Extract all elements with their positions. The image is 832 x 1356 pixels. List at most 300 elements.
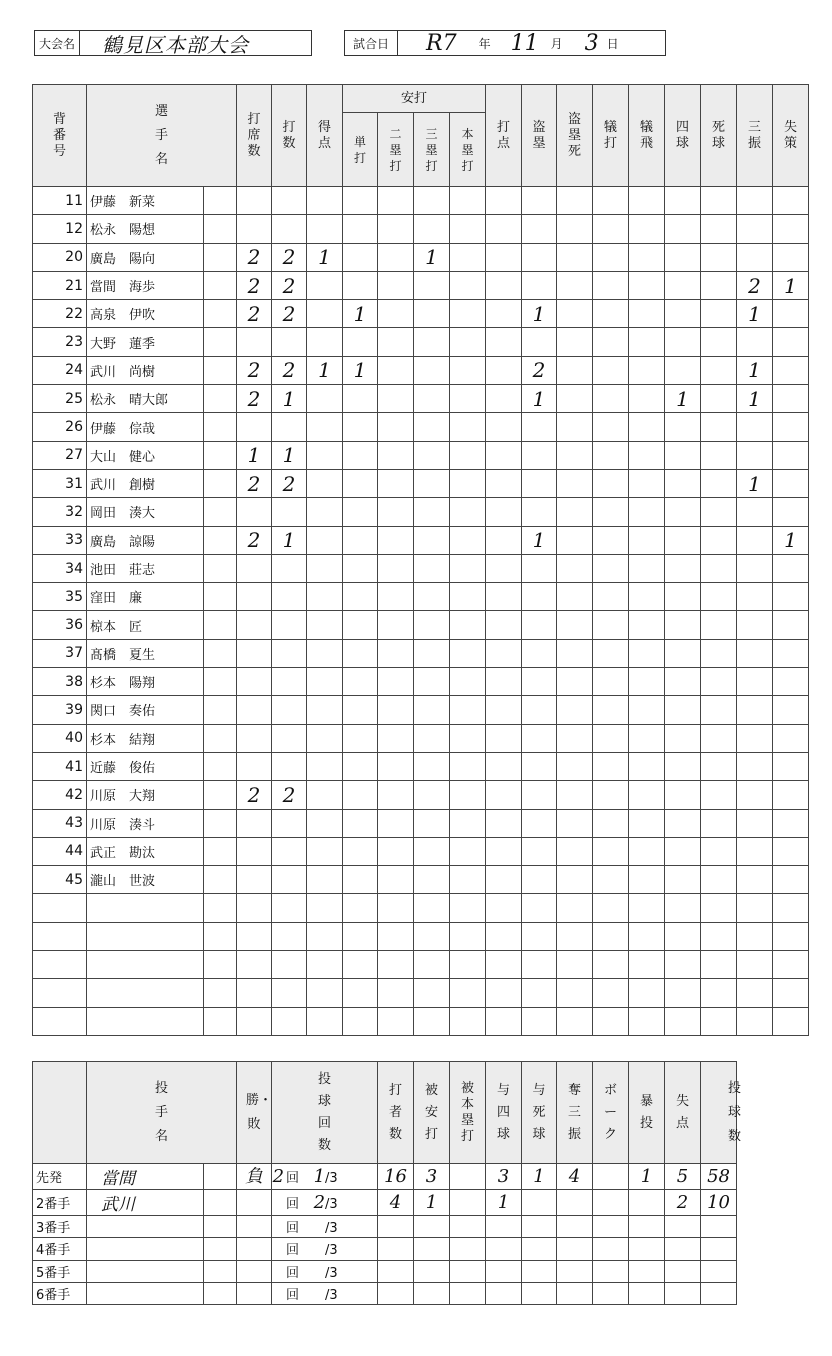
blank-cell[interactable]: [450, 979, 486, 1007]
stat-so[interactable]: [737, 441, 773, 469]
stat-hbp[interactable]: [701, 328, 737, 356]
stat-sac[interactable]: [593, 469, 629, 497]
stat-hbp[interactable]: [701, 498, 737, 526]
stat-bb[interactable]: [665, 215, 701, 243]
blank-cell[interactable]: [307, 922, 343, 950]
stat-rbi[interactable]: [486, 300, 522, 328]
stat-sac[interactable]: [593, 752, 629, 780]
pitch-stat-np[interactable]: [701, 1238, 737, 1260]
blank-cell[interactable]: [343, 979, 378, 1007]
stat-bb[interactable]: [665, 554, 701, 582]
stat-so[interactable]: [737, 413, 773, 441]
stat-r[interactable]: [307, 724, 343, 752]
stat-h1[interactable]: [343, 554, 378, 582]
stat-h2[interactable]: [378, 215, 414, 243]
pitch-stat-bf[interactable]: 16: [378, 1164, 414, 1190]
stat-so[interactable]: 1: [737, 469, 773, 497]
stat-h2[interactable]: [378, 356, 414, 384]
pitch-stat-so[interactable]: [557, 1216, 593, 1238]
stat-bb[interactable]: [665, 498, 701, 526]
stat-cs[interactable]: [557, 781, 593, 809]
stat-rbi[interactable]: [486, 696, 522, 724]
win-loss[interactable]: 負: [237, 1164, 272, 1190]
blank-cell[interactable]: [237, 951, 272, 979]
stat-cs[interactable]: [557, 668, 593, 696]
pitch-stat-bb[interactable]: 1: [486, 1190, 522, 1216]
stat-h3[interactable]: [414, 866, 450, 894]
stat-h1[interactable]: [343, 441, 378, 469]
pitch-stat-hbp[interactable]: [522, 1260, 557, 1282]
stat-bb[interactable]: [665, 837, 701, 865]
stat-h2[interactable]: [378, 271, 414, 299]
stat-rbi[interactable]: [486, 526, 522, 554]
stat-hbp[interactable]: [701, 413, 737, 441]
stat-r[interactable]: [307, 781, 343, 809]
stat-pa[interactable]: [237, 866, 272, 894]
stat-sb[interactable]: [522, 328, 557, 356]
stat-sb[interactable]: [522, 441, 557, 469]
stat-sf[interactable]: [629, 469, 665, 497]
stat-rbi[interactable]: [486, 639, 522, 667]
stat-bb[interactable]: [665, 328, 701, 356]
stat-sb[interactable]: [522, 866, 557, 894]
stat-so[interactable]: [737, 243, 773, 271]
stat-sb[interactable]: [522, 781, 557, 809]
stat-sb[interactable]: [522, 724, 557, 752]
stat-bb[interactable]: [665, 271, 701, 299]
stat-h2[interactable]: [378, 441, 414, 469]
stat-pa[interactable]: [237, 837, 272, 865]
stat-h1[interactable]: [343, 668, 378, 696]
stat-ab[interactable]: [272, 187, 307, 215]
blank-cell[interactable]: [629, 894, 665, 922]
stat-ab[interactable]: [272, 583, 307, 611]
stat-cs[interactable]: [557, 752, 593, 780]
stat-h3[interactable]: [414, 583, 450, 611]
stat-hbp[interactable]: [701, 554, 737, 582]
stat-hr[interactable]: [450, 215, 486, 243]
stat-rbi[interactable]: [486, 187, 522, 215]
stat-hbp[interactable]: [701, 356, 737, 384]
stat-h2[interactable]: [378, 385, 414, 413]
stat-rbi[interactable]: [486, 469, 522, 497]
stat-so[interactable]: [737, 526, 773, 554]
stat-ab[interactable]: [272, 639, 307, 667]
stat-sf[interactable]: [629, 243, 665, 271]
pitch-stat-r[interactable]: [665, 1216, 701, 1238]
stat-hr[interactable]: [450, 583, 486, 611]
stat-r[interactable]: [307, 526, 343, 554]
blank-cell[interactable]: [272, 951, 307, 979]
blank-cell[interactable]: [33, 951, 87, 979]
stat-sb[interactable]: [522, 752, 557, 780]
blank-cell[interactable]: [593, 1007, 629, 1035]
pitch-stat-wp[interactable]: [629, 1260, 665, 1282]
blank-cell[interactable]: [522, 922, 557, 950]
stat-bb[interactable]: [665, 752, 701, 780]
blank-cell[interactable]: [450, 894, 486, 922]
stat-h3[interactable]: [414, 526, 450, 554]
pitch-stat-bb[interactable]: [486, 1216, 522, 1238]
stat-sb[interactable]: [522, 639, 557, 667]
pitch-stat-wp[interactable]: [629, 1190, 665, 1216]
stat-cs[interactable]: [557, 611, 593, 639]
stat-ab[interactable]: 2: [272, 300, 307, 328]
stat-e[interactable]: [773, 611, 809, 639]
stat-pa[interactable]: [237, 752, 272, 780]
stat-bb[interactable]: [665, 300, 701, 328]
stat-ab[interactable]: [272, 498, 307, 526]
pitch-stat-wp[interactable]: [629, 1282, 665, 1304]
blank-cell[interactable]: [701, 1007, 737, 1035]
stat-e[interactable]: [773, 413, 809, 441]
stat-r[interactable]: [307, 469, 343, 497]
stat-so[interactable]: [737, 187, 773, 215]
blank-cell[interactable]: [237, 979, 272, 1007]
stat-hr[interactable]: [450, 781, 486, 809]
stat-sac[interactable]: [593, 413, 629, 441]
stat-hbp[interactable]: [701, 724, 737, 752]
stat-hr[interactable]: [450, 837, 486, 865]
blank-cell[interactable]: [414, 979, 450, 1007]
stat-r[interactable]: [307, 809, 343, 837]
blank-cell[interactable]: [272, 894, 307, 922]
stat-hr[interactable]: [450, 187, 486, 215]
pitcher-name[interactable]: [87, 1260, 204, 1282]
pitcher-name[interactable]: [87, 1282, 204, 1304]
stat-pa[interactable]: [237, 668, 272, 696]
blank-cell[interactable]: [307, 951, 343, 979]
stat-e[interactable]: [773, 243, 809, 271]
date-era[interactable]: R7: [426, 30, 457, 56]
blank-cell[interactable]: [701, 951, 737, 979]
pitch-stat-h[interactable]: [414, 1260, 450, 1282]
stat-sb[interactable]: [522, 583, 557, 611]
stat-so[interactable]: [737, 611, 773, 639]
stat-h1[interactable]: 1: [343, 356, 378, 384]
stat-pa[interactable]: 2: [237, 300, 272, 328]
stat-ab[interactable]: 1: [272, 385, 307, 413]
win-loss[interactable]: [237, 1282, 272, 1304]
stat-hbp[interactable]: [701, 583, 737, 611]
stat-sac[interactable]: [593, 724, 629, 752]
stat-r[interactable]: [307, 441, 343, 469]
stat-sf[interactable]: [629, 356, 665, 384]
stat-bb[interactable]: [665, 866, 701, 894]
stat-bb[interactable]: [665, 611, 701, 639]
stat-rbi[interactable]: [486, 413, 522, 441]
blank-cell[interactable]: [701, 922, 737, 950]
blank-cell[interactable]: [557, 1007, 593, 1035]
stat-h2[interactable]: [378, 583, 414, 611]
stat-sac[interactable]: [593, 696, 629, 724]
blank-cell[interactable]: [557, 951, 593, 979]
blank-cell[interactable]: [307, 1007, 343, 1035]
pitch-stat-balk[interactable]: [593, 1190, 629, 1216]
stat-rbi[interactable]: [486, 611, 522, 639]
stat-hbp[interactable]: [701, 809, 737, 837]
stat-so[interactable]: [737, 554, 773, 582]
stat-hbp[interactable]: [701, 243, 737, 271]
pitcher-name[interactable]: 武川: [87, 1190, 204, 1216]
stat-pa[interactable]: 1: [237, 441, 272, 469]
stat-sf[interactable]: [629, 328, 665, 356]
stat-e[interactable]: [773, 696, 809, 724]
stat-e[interactable]: 1: [773, 271, 809, 299]
stat-ab[interactable]: 2: [272, 356, 307, 384]
stat-e[interactable]: [773, 639, 809, 667]
stat-r[interactable]: [307, 639, 343, 667]
blank-cell[interactable]: [87, 951, 204, 979]
blank-cell[interactable]: [237, 1007, 272, 1035]
stat-h2[interactable]: [378, 526, 414, 554]
stat-h1[interactable]: [343, 413, 378, 441]
stat-hr[interactable]: [450, 271, 486, 299]
blank-cell[interactable]: [307, 979, 343, 1007]
stat-h2[interactable]: [378, 243, 414, 271]
stat-hbp[interactable]: [701, 469, 737, 497]
stat-sb[interactable]: [522, 498, 557, 526]
stat-bb[interactable]: [665, 583, 701, 611]
stat-hbp[interactable]: [701, 300, 737, 328]
blank-cell[interactable]: [593, 951, 629, 979]
innings-cell[interactable]: [272, 1190, 378, 1216]
stat-ab[interactable]: [272, 809, 307, 837]
stat-h3[interactable]: [414, 328, 450, 356]
blank-cell[interactable]: [272, 922, 307, 950]
blank-cell[interactable]: [737, 951, 773, 979]
stat-sb[interactable]: [522, 809, 557, 837]
stat-h2[interactable]: [378, 866, 414, 894]
stat-sf[interactable]: [629, 752, 665, 780]
pitch-stat-so[interactable]: [557, 1282, 593, 1304]
stat-h2[interactable]: [378, 611, 414, 639]
stat-sac[interactable]: [593, 441, 629, 469]
stat-h1[interactable]: 1: [343, 300, 378, 328]
stat-h2[interactable]: [378, 809, 414, 837]
blank-cell[interactable]: [522, 1007, 557, 1035]
stat-pa[interactable]: 2: [237, 271, 272, 299]
stat-cs[interactable]: [557, 328, 593, 356]
stat-h2[interactable]: [378, 300, 414, 328]
blank-cell[interactable]: [378, 894, 414, 922]
stat-r[interactable]: [307, 300, 343, 328]
win-loss[interactable]: [237, 1260, 272, 1282]
stat-rbi[interactable]: [486, 385, 522, 413]
stat-so[interactable]: [737, 724, 773, 752]
stat-ab[interactable]: 1: [272, 441, 307, 469]
blank-cell[interactable]: [33, 894, 87, 922]
stat-h3[interactable]: [414, 611, 450, 639]
stat-hr[interactable]: [450, 809, 486, 837]
stat-h1[interactable]: [343, 215, 378, 243]
stat-h3[interactable]: [414, 413, 450, 441]
stat-hr[interactable]: [450, 441, 486, 469]
blank-cell[interactable]: [522, 979, 557, 1007]
stat-cs[interactable]: [557, 385, 593, 413]
stat-sac[interactable]: [593, 243, 629, 271]
stat-h3[interactable]: [414, 639, 450, 667]
stat-h3[interactable]: [414, 752, 450, 780]
stat-hr[interactable]: [450, 696, 486, 724]
blank-cell[interactable]: [522, 894, 557, 922]
stat-sb[interactable]: 1: [522, 300, 557, 328]
stat-hbp[interactable]: [701, 187, 737, 215]
stat-e[interactable]: [773, 356, 809, 384]
blank-cell[interactable]: [33, 979, 87, 1007]
stat-sf[interactable]: [629, 300, 665, 328]
pitch-stat-bb[interactable]: [486, 1238, 522, 1260]
blank-cell[interactable]: [773, 922, 809, 950]
stat-bb[interactable]: 1: [665, 385, 701, 413]
stat-h3[interactable]: [414, 356, 450, 384]
stat-ab[interactable]: [272, 328, 307, 356]
blank-cell[interactable]: [237, 894, 272, 922]
blank-cell[interactable]: [414, 922, 450, 950]
stat-pa[interactable]: [237, 413, 272, 441]
stat-h1[interactable]: [343, 809, 378, 837]
innings-cell[interactable]: [272, 1216, 378, 1238]
stat-h2[interactable]: [378, 724, 414, 752]
stat-h1[interactable]: [343, 243, 378, 271]
stat-pa[interactable]: [237, 696, 272, 724]
stat-rbi[interactable]: [486, 554, 522, 582]
blank-cell[interactable]: [557, 979, 593, 1007]
stat-pa[interactable]: [237, 809, 272, 837]
stat-so[interactable]: [737, 583, 773, 611]
stat-bb[interactable]: [665, 356, 701, 384]
stat-sac[interactable]: [593, 328, 629, 356]
stat-pa[interactable]: [237, 187, 272, 215]
date-month[interactable]: 11: [510, 30, 539, 56]
stat-sb[interactable]: [522, 837, 557, 865]
pitch-stat-h[interactable]: [414, 1238, 450, 1260]
stat-hr[interactable]: [450, 611, 486, 639]
stat-so[interactable]: [737, 668, 773, 696]
stat-e[interactable]: [773, 300, 809, 328]
pitcher-name[interactable]: [87, 1216, 204, 1238]
stat-cs[interactable]: [557, 866, 593, 894]
stat-ab[interactable]: [272, 215, 307, 243]
stat-cs[interactable]: [557, 639, 593, 667]
blank-cell[interactable]: [773, 894, 809, 922]
stat-hbp[interactable]: [701, 696, 737, 724]
pitch-stat-h[interactable]: 1: [414, 1190, 450, 1216]
stat-pa[interactable]: [237, 611, 272, 639]
stat-cs[interactable]: [557, 554, 593, 582]
stat-h2[interactable]: [378, 328, 414, 356]
stat-hbp[interactable]: [701, 441, 737, 469]
blank-cell[interactable]: [204, 951, 237, 979]
blank-cell[interactable]: [450, 922, 486, 950]
pitch-stat-hr[interactable]: [450, 1260, 486, 1282]
stat-h1[interactable]: [343, 752, 378, 780]
stat-ab[interactable]: [272, 696, 307, 724]
stat-cs[interactable]: [557, 498, 593, 526]
blank-cell[interactable]: [237, 922, 272, 950]
stat-sac[interactable]: [593, 668, 629, 696]
pitch-stat-hbp[interactable]: [522, 1282, 557, 1304]
stat-cs[interactable]: [557, 809, 593, 837]
blank-cell[interactable]: [378, 1007, 414, 1035]
date-day[interactable]: 3: [584, 30, 599, 56]
blank-cell[interactable]: [737, 979, 773, 1007]
blank-cell[interactable]: [414, 951, 450, 979]
blank-cell[interactable]: [343, 1007, 378, 1035]
stat-bb[interactable]: [665, 724, 701, 752]
stat-r[interactable]: [307, 866, 343, 894]
stat-h1[interactable]: [343, 866, 378, 894]
stat-sb[interactable]: 2: [522, 356, 557, 384]
stat-sac[interactable]: [593, 639, 629, 667]
win-loss[interactable]: [237, 1238, 272, 1260]
stat-sf[interactable]: [629, 554, 665, 582]
blank-cell[interactable]: [486, 922, 522, 950]
stat-hbp[interactable]: [701, 271, 737, 299]
stat-r[interactable]: 1: [307, 243, 343, 271]
stat-r[interactable]: [307, 583, 343, 611]
stat-hr[interactable]: [450, 498, 486, 526]
stat-cs[interactable]: [557, 413, 593, 441]
blank-cell[interactable]: [486, 1007, 522, 1035]
stat-e[interactable]: [773, 187, 809, 215]
stat-ab[interactable]: 2: [272, 781, 307, 809]
stat-h1[interactable]: [343, 328, 378, 356]
stat-ab[interactable]: [272, 413, 307, 441]
stat-cs[interactable]: [557, 469, 593, 497]
blank-cell[interactable]: [593, 894, 629, 922]
pitch-stat-hbp[interactable]: [522, 1216, 557, 1238]
stat-e[interactable]: [773, 781, 809, 809]
stat-rbi[interactable]: [486, 498, 522, 526]
stat-sac[interactable]: [593, 356, 629, 384]
stat-hbp[interactable]: [701, 866, 737, 894]
stat-r[interactable]: [307, 668, 343, 696]
stat-h2[interactable]: [378, 781, 414, 809]
blank-cell[interactable]: [87, 894, 204, 922]
stat-ab[interactable]: [272, 837, 307, 865]
stat-sb[interactable]: [522, 187, 557, 215]
stat-sb[interactable]: [522, 696, 557, 724]
blank-cell[interactable]: [414, 894, 450, 922]
pitch-stat-h[interactable]: [414, 1216, 450, 1238]
pitch-stat-r[interactable]: 5: [665, 1164, 701, 1190]
stat-h2[interactable]: [378, 413, 414, 441]
stat-ab[interactable]: [272, 752, 307, 780]
stat-pa[interactable]: [237, 328, 272, 356]
stat-ab[interactable]: [272, 866, 307, 894]
blank-cell[interactable]: [450, 1007, 486, 1035]
stat-sf[interactable]: [629, 187, 665, 215]
stat-h2[interactable]: [378, 696, 414, 724]
stat-rbi[interactable]: [486, 724, 522, 752]
stat-r[interactable]: [307, 215, 343, 243]
stat-h1[interactable]: [343, 724, 378, 752]
stat-sf[interactable]: [629, 809, 665, 837]
stat-e[interactable]: [773, 498, 809, 526]
stat-sf[interactable]: [629, 583, 665, 611]
stat-h3[interactable]: [414, 668, 450, 696]
stat-hbp[interactable]: [701, 837, 737, 865]
stat-h3[interactable]: [414, 300, 450, 328]
stat-pa[interactable]: [237, 498, 272, 526]
stat-sac[interactable]: [593, 866, 629, 894]
stat-so[interactable]: 2: [737, 271, 773, 299]
blank-cell[interactable]: [204, 1007, 237, 1035]
blank-cell[interactable]: [737, 894, 773, 922]
stat-sf[interactable]: [629, 724, 665, 752]
blank-cell[interactable]: [665, 951, 701, 979]
